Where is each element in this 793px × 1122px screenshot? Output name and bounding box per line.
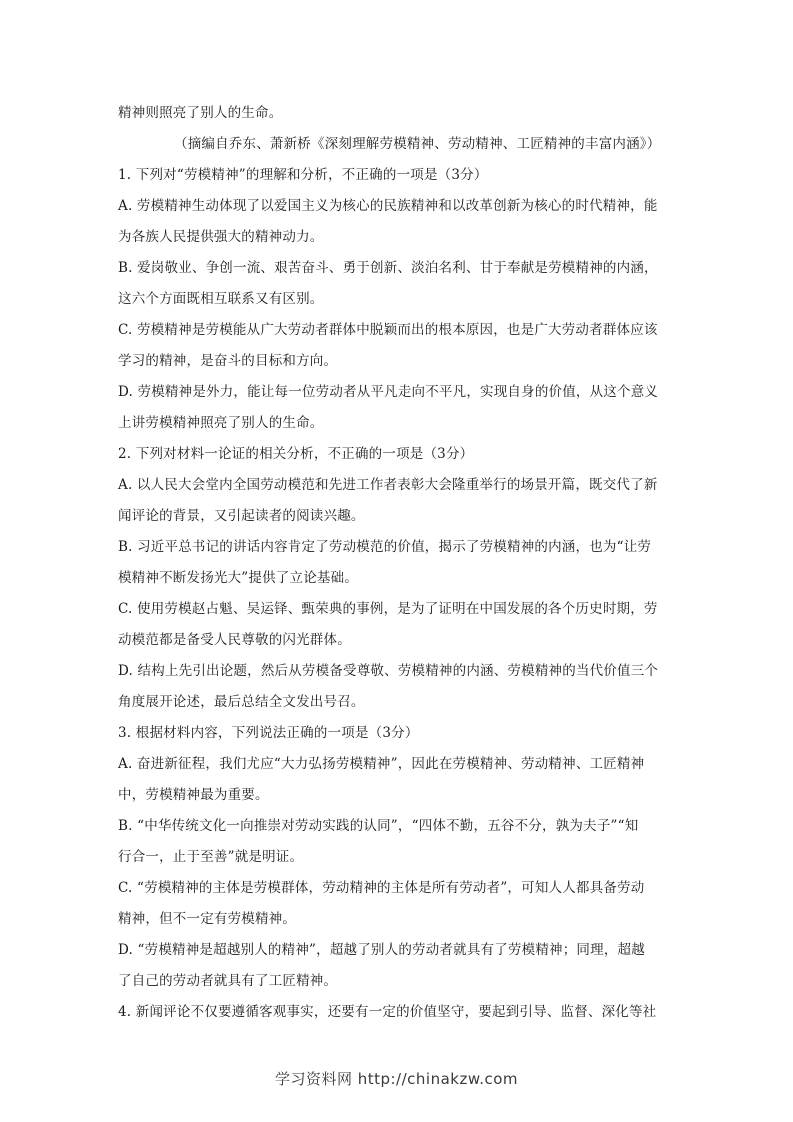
question-1-option-c-cont: 学习的精神，是奋斗的目标和方向。 bbox=[118, 353, 338, 369]
question-1-option-b: B. 爱岗敬业、争创一流、艰苦奋斗、勇于创新、淡泊名利、甘于奉献是劳模精神的内涵， bbox=[118, 260, 658, 276]
question-1-option-a: A. 劳模精神生动体现了以爱国主义为核心的民族精神和以改革创新为核心的时代精神，能 bbox=[118, 198, 658, 214]
source-citation: （摘编自乔东、萧新桥《深刻理解劳模精神、劳动精神、工匠精神的丰富内涵》） bbox=[174, 136, 661, 152]
question-3-option-a-cont: 中，劳模精神最为重要。 bbox=[118, 787, 269, 803]
question-3-option-b-cont: 行合一，止于至善”就是明证。 bbox=[118, 849, 304, 865]
document-body bbox=[118, 98, 678, 1028]
question-4-stem: 4. 新闻评论不仅要遵循客观事实，还要有一定的价值坚守，要起到引导、监督、深化等社 bbox=[118, 1004, 657, 1020]
question-2-stem: 2. 下列对材料一论证的相关分析，不正确的一项是（3分） bbox=[118, 446, 474, 462]
question-2-option-d-cont: 角度展开论述，最后总结全文发出号召。 bbox=[118, 694, 365, 710]
question-2-option-b-cont: 模精神不断发扬光大”提供了立论基础。 bbox=[118, 570, 359, 586]
question-3-stem: 3. 根据材料内容，下列说法正确的一项是（3分） bbox=[118, 725, 419, 741]
question-1-option-d-cont: 上讲劳模精神照亮了别人的生命。 bbox=[118, 415, 324, 431]
question-3-option-c-cont: 精神，但不一定有劳模精神。 bbox=[118, 911, 297, 927]
question-2-option-d: D. 结构上先引出论题，然后从劳模备受尊敬、劳模精神的内涵、劳模精神的当代价值三个 bbox=[118, 663, 659, 679]
paragraph-line: 精神则照亮了别人的生命。 bbox=[118, 105, 283, 121]
question-2-option-c-cont: 动模范都是备受人民尊敬的闪光群体。 bbox=[118, 632, 351, 648]
question-1-option-a-cont: 为各族人民提供强大的精神动力。 bbox=[118, 229, 324, 245]
question-1-option-d: D. 劳模精神是外力，能让每一位劳动者从平凡走向不平凡，实现自身的价值，从这个意义 bbox=[118, 384, 659, 400]
question-2-option-a-cont: 闻评论的背景，又引起读者的阅读兴趣。 bbox=[118, 508, 365, 524]
question-1-option-c: C. 劳模精神是劳模能从广大劳动者群体中脱颖而出的根本原因，也是广大劳动者群体应该 bbox=[118, 322, 658, 338]
question-3-option-a: A. 奋进新征程，我们尤应“大力弘扬劳模精神”，因此在劳模精神、劳动精神、工匠精神 bbox=[118, 756, 645, 772]
footer-watermark: 学习资料网 http://chinakzw.com bbox=[274, 1070, 519, 1088]
question-2-option-a: A. 以人民大会堂内全国劳动模范和先进工作者表彰大会隆重举行的场景开篇，既交代了新 bbox=[118, 477, 658, 493]
question-3-option-d-cont: 了自己的劳动者就具有了工匠精神。 bbox=[118, 973, 338, 989]
question-3-option-c: C. “劳模精神的主体是劳模群体，劳动精神的主体是所有劳动者”，可知人人都具备劳动 bbox=[118, 880, 645, 896]
question-3-option-d: D. “劳模精神是超越别人的精神”，超越了别人的劳动者就具有了劳模精神；同理，超越 bbox=[118, 942, 645, 958]
question-3-option-b: B. “中华传统文化一向推崇对劳动实践的认同”，“四体不勤，五谷不分，孰为夫子”“知 bbox=[118, 818, 639, 834]
question-1-stem: 1. 下列对“劳模精神”的理解和分析，不正确的一项是（3分） bbox=[118, 167, 488, 183]
question-2-option-b: B. 习近平总书记的讲话内容肯定了劳动模范的价值，揭示了劳模精神的内涵，也为“让劳 bbox=[118, 539, 652, 555]
question-2-option-c: C. 使用劳模赵占魁、吴运铎、甄荣典的事例，是为了证明在中国发展的各个历史时期，劳 bbox=[118, 601, 658, 617]
question-1-option-b-cont: 这六个方面既相互联系又有区别。 bbox=[118, 291, 324, 307]
